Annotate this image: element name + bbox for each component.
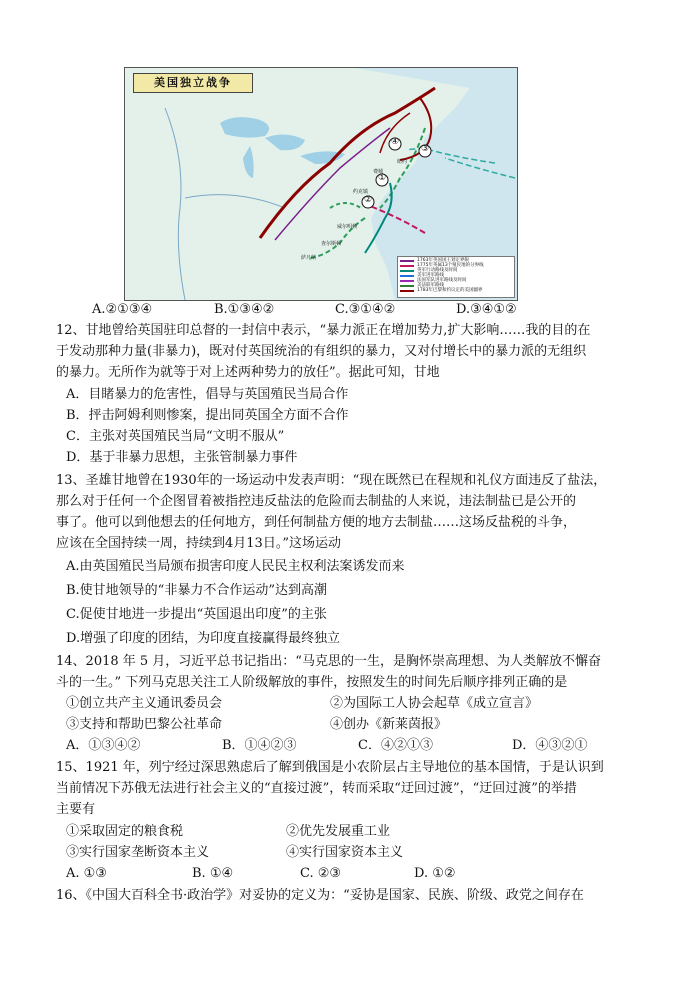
q13-option-d: D.增强了印度的团结，为印度直接赢得最终独立 <box>66 631 341 646</box>
q14-item-1: ①创立共产主义通讯委员会 <box>66 696 223 711</box>
legend-swatch <box>400 265 414 267</box>
legend-text: 1763年英国国王划定界限 <box>417 258 469 263</box>
q12-option-c: C．主张对英国殖民当局“文明不服从” <box>66 429 285 444</box>
legend-text: 英军行动路线及时间 <box>417 268 458 273</box>
q14-option-c: C．④②①③ <box>358 738 433 753</box>
q14-item-2: ②为国际工人协会起草《成立宣言》 <box>330 696 539 711</box>
q15-item-4: ④实行国家资本主义 <box>286 845 404 860</box>
q14-option-a: A．①③④② <box>66 738 141 753</box>
q14-item-4: ④创办《新莱茵报》 <box>330 717 448 732</box>
legend-text: 1783年巴黎和约议定的美国疆界 <box>417 288 483 293</box>
q13-line-3: 事了。他可以到他想去的任何地方，到任何制盐方便的地方去制盐……这场反盐税的斗争， <box>56 515 577 530</box>
q15-option-b: B. ①④ <box>192 866 234 881</box>
q12-line-3: 的暴力。无所作为就等于对上述两种势力的放任”。据此可知，甘地 <box>56 365 440 380</box>
map-marker-1: ① <box>378 173 387 183</box>
legend-row <box>400 288 512 293</box>
legend-text: 美法联军路线 <box>417 283 444 288</box>
q13-option-a: A.由英国殖民当局颁布损害印度人民民主权利法案诱发而来 <box>66 559 405 574</box>
q14-option-b: B．①④②③ <box>222 738 297 753</box>
map-city-wilmington: 威尔明顿 <box>337 224 358 230</box>
q14-option-d: D．④③②① <box>512 738 588 753</box>
q14-line-2: 斗的一生。” 下列马克思关注工人阶级解放的事件，按照发生的时间先后顺序排列正确的是 <box>56 675 568 690</box>
q12-option-a: A．目睹暴力的危害性，倡导与英国殖民当局合作 <box>66 387 349 402</box>
q12-line-2: 于发动那种力量(非暴力)，既对付英国统治的有组织的暴力，又对付增长中的暴力派的无组织 <box>56 344 587 359</box>
map-title: 美国独立战争 <box>133 73 253 93</box>
q15-option-d: D. ①② <box>414 866 456 881</box>
map-city-savannah: 萨凡纳 <box>301 255 317 261</box>
q15-line-1: 15、1921 年，列宁经过深思熟虑后了解到俄国是小农阶层占主导地位的基本国情，于是认识到 <box>56 760 604 775</box>
legend-swatch <box>400 275 414 277</box>
legend-text: 1775年英属13个殖民地的分界线 <box>417 263 484 268</box>
map-figure <box>124 67 518 301</box>
q11-option-d: D.③④①② <box>456 302 517 317</box>
map-legend <box>397 256 515 298</box>
map-city-philadelphia: 费城 <box>373 169 384 175</box>
q15-item-1: ①采取固定的粮食税 <box>66 824 184 839</box>
legend-swatch <box>400 290 414 292</box>
q14-line-1: 14、2018 年 5 月，习近平总书记指出：“马克思的一生，是胸怀崇高理想、为人类解放不懈奋 <box>56 654 601 669</box>
q16-line-1: 16、《中国大百科全书·政治学》对妥协的定义为：“妥协是国家、民族、阶级、政党之间存在 <box>56 888 584 903</box>
map-city-yorktown: 约克镇 <box>353 189 369 195</box>
q15-item-3: ③实行国家垄断资本主义 <box>66 845 210 860</box>
legend-swatch <box>400 260 414 262</box>
legend-text: 美军进军路线 <box>417 273 444 278</box>
legend-text: 法国军队进军路线及时间 <box>417 278 467 283</box>
q12-line-1: 12、甘地曾给英国驻印总督的一封信中表示，“暴力派正在增加势力,扩大影响……我的目的在 <box>56 323 591 338</box>
q13-line-2: 那么对于任何一个企图冒着被指控违反盐法的危险而去制盐的人来说，违法制盐已是公开的 <box>56 494 577 509</box>
q15-item-2: ②优先发展重工业 <box>286 824 391 839</box>
q13-option-c: C.促使甘地进一步提出“英国退出印度”的主张 <box>66 607 327 622</box>
map-city-charleston: 查尔斯顿 <box>321 241 342 247</box>
map-marker-4: ④ <box>391 137 400 147</box>
q14-item-3: ③支持和帮助巴黎公社革命 <box>66 717 223 732</box>
q15-option-a: A. ①③ <box>66 866 107 881</box>
q12-option-d: D．基于非暴力思想，主张管制暴力事件 <box>66 450 298 465</box>
q11-option-a: A.②①③④ <box>92 302 153 317</box>
q15-option-c: C. ②③ <box>300 866 342 881</box>
legend-swatch <box>400 270 414 272</box>
q15-line-2: 当前情况下苏俄无法进行社会主义的“直接过渡”，转而采取“迂回过渡”，“迂回过渡”的举措 <box>56 781 577 796</box>
map-marker-2: ② <box>364 195 373 205</box>
q13-line-1: 13、圣雄甘地曾在1930年的一场运动中发表声明：“现在既然已在程规和礼仪方面违反了盐法， <box>56 473 607 488</box>
map-city-newyork: 纽约 <box>397 159 408 165</box>
q15-line-3: 主要有 <box>56 802 96 817</box>
q11-option-b: B.①③④② <box>214 302 275 317</box>
legend-swatch <box>400 280 414 282</box>
q13-line-4: 应该在全国持续一周，持续到4月13日。”这场运动 <box>56 536 341 551</box>
map-marker-3: ③ <box>421 144 430 154</box>
legend-swatch <box>400 285 414 287</box>
q12-option-b: B．抨击阿姆利则惨案，提出同英国全方面不合作 <box>66 408 349 423</box>
q11-option-c: C.③①④② <box>335 302 396 317</box>
q13-option-b: B.使甘地领导的“非暴力不合作运动”达到高潮 <box>66 583 327 598</box>
